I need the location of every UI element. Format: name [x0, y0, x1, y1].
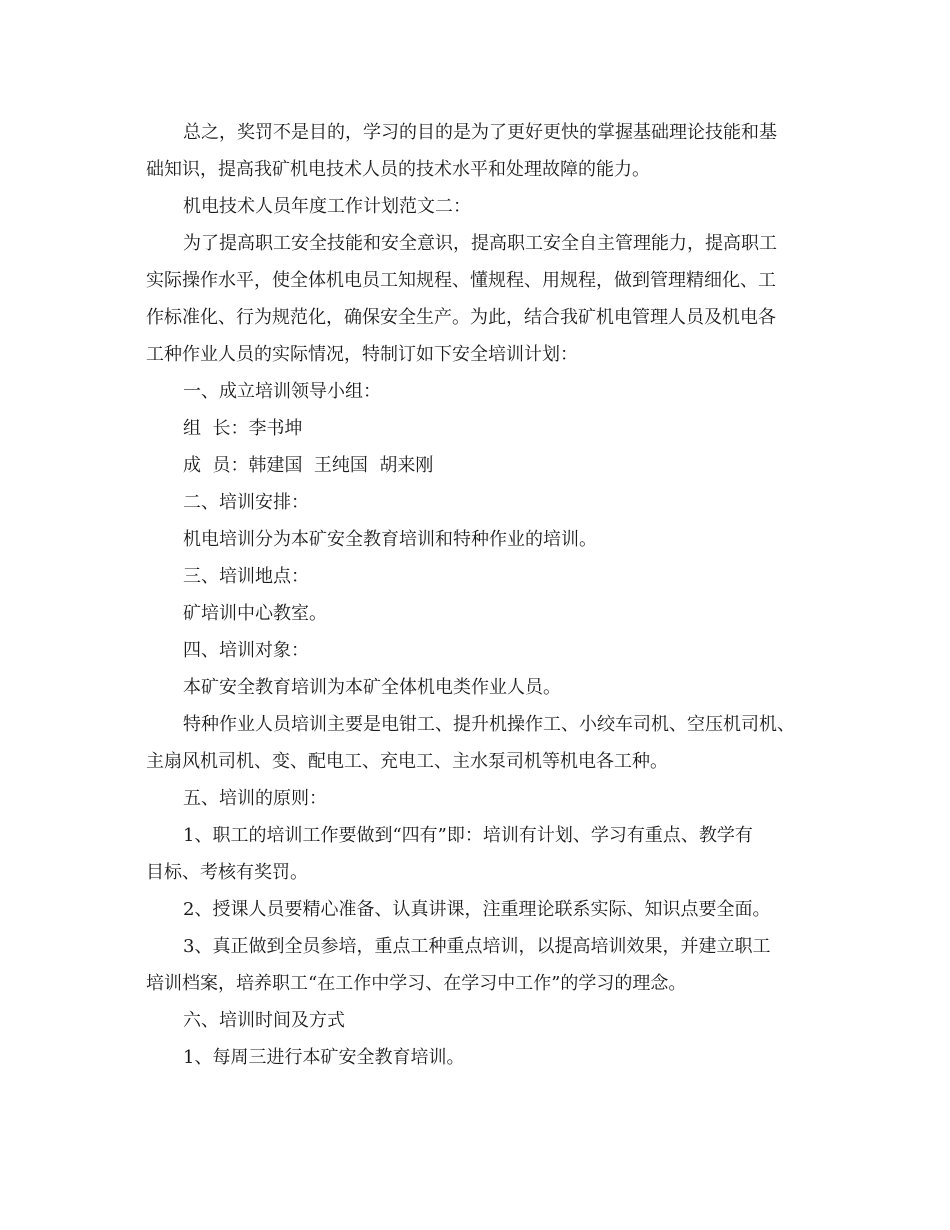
- paragraph-line: 础知识，提高我矿机电技术人员的技术水平和处理故障的能力。: [146, 159, 650, 180]
- paragraph-line: 培训档案，培养职工“在工作中学习、在学习中工作”的学习的理念。: [146, 973, 687, 994]
- paragraph-line: 本矿安全教育培训为本矿全体机电类作业人员。: [183, 677, 561, 698]
- paragraph-line: 目标、考核有奖罚。: [146, 862, 308, 883]
- paragraph-line: 机电培训分为本矿安全教育培训和特种作业的培训。: [183, 529, 597, 550]
- paragraph-line: 为了提高职工安全技能和安全意识，提高职工安全自主管理能力，提高职工: [183, 233, 777, 254]
- section-heading: 机电技术人员年度工作计划范文二：: [183, 196, 471, 217]
- paragraph-line: 矿培训中心教室。: [183, 603, 327, 624]
- paragraph-line: 总之，奖罚不是目的，学习的目的是为了更好更快的掌握基础理论技能和基: [183, 122, 777, 143]
- paragraph-line: 工种作业人员的实际情况，特制订如下安全培训计划：: [146, 344, 578, 365]
- list-item: 3、真正做到全员参培，重点工种重点培训，以提高培训效果，并建立职工: [183, 936, 771, 957]
- paragraph-line: 作标准化、行为规范化，确保安全生产。为此，结合我矿机电管理人员及机电各: [146, 307, 776, 328]
- section-heading: 六、培训时间及方式: [183, 1010, 345, 1031]
- section-heading: 五、培训的原则：: [183, 788, 327, 809]
- list-item: 成 员：韩建国 王纯国 胡来刚: [183, 455, 434, 476]
- paragraph-line: 实际操作水平，使全体机电员工知规程、懂规程、用规程，做到管理精细化、工: [146, 270, 776, 291]
- list-item: 组 长：李书坤: [183, 418, 303, 439]
- paragraph-line: 主扇风机司机、变、配电工、充电工、主水泵司机等机电各工种。: [146, 751, 668, 772]
- section-heading: 三、培训地点：: [183, 566, 309, 587]
- list-item: 1、每周三进行本矿安全教育培训。: [183, 1047, 465, 1068]
- section-heading: 二、培训安排：: [183, 492, 309, 513]
- list-item: 2、授课人员要精心准备、认真讲课，注重理论联系实际、知识点要全面。: [183, 899, 771, 920]
- document-body: [146, 114, 816, 1076]
- list-item: 1、职工的培训工作要做到“四有”即：培训有计划、学习有重点、教学有: [183, 825, 753, 846]
- section-heading: 四、培训对象：: [183, 640, 309, 661]
- section-heading: 一、成立培训领导小组：: [183, 381, 381, 402]
- paragraph-line: 特种作业人员培训主要是电钳工、提升机操作工、小绞车司机、空压机司机、: [183, 714, 795, 735]
